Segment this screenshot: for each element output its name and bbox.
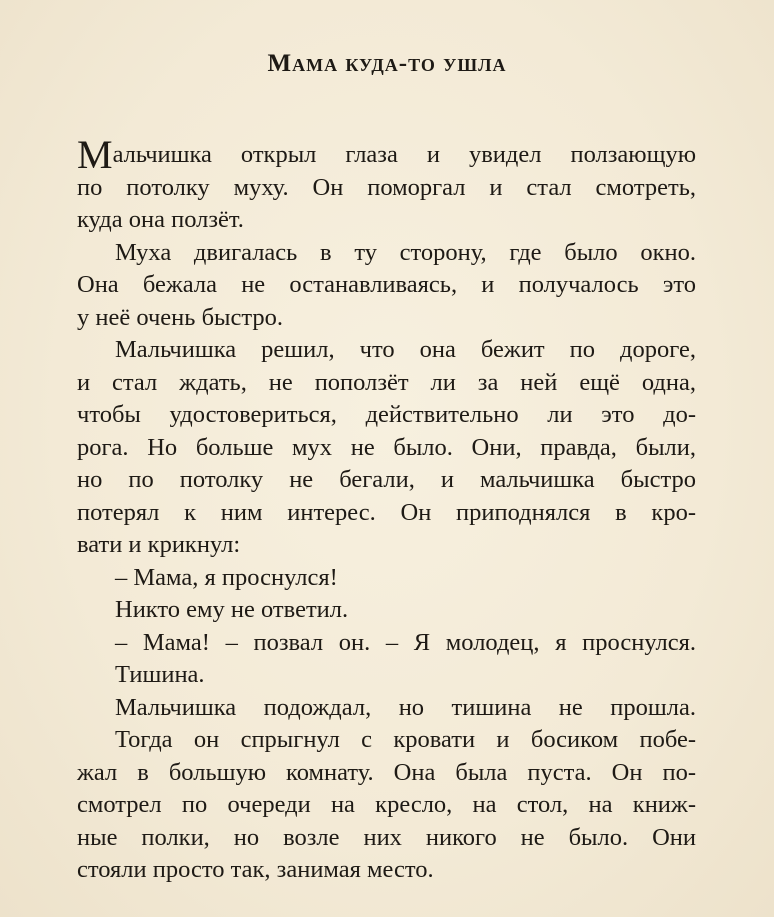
text-line: рога. Но больше мух не было. Они, правда, были, (77, 433, 696, 461)
text-line: и стал ждать, не поползёт ли за ней ещё одна, (77, 368, 696, 396)
text-line: Тогда он спрыгнул с кровати и босиком побе- (115, 726, 696, 753)
text-line: жал в большую комнату. Она была пуста. Он по- (77, 758, 696, 786)
text-line: – Мама, я проснулся! (115, 563, 338, 591)
text-line: ные полки, но возле них никого не было. Они (77, 823, 696, 851)
text-line: потерял к ним интерес. Он приподнялся в кро- (77, 498, 696, 526)
chapter-title: Мама куда-то ушла (267, 50, 507, 77)
text-line: но по потолку не бегали, и мальчишка быстро (77, 466, 696, 493)
text-line: вати и крикнул: (77, 531, 241, 558)
text-line: – Мама! – позвал он. – Я молодец, я проснулся. (115, 628, 696, 656)
text-line: Мальчишка открыл глаза и увидел ползающую (77, 132, 696, 177)
text-line: стояли просто так, занимая место. (77, 856, 434, 883)
text-line: чтобы удостовериться, действительно ли это до- (77, 401, 696, 428)
text-line: смотрел по очереди на кресло, на стол, на книж- (77, 791, 696, 818)
text-line: Тишина. (115, 661, 205, 688)
text-line: Она бежала не останавливаясь, и получалось это (77, 271, 696, 298)
text-line: Мальчишка решил, что она бежит по дороге, (115, 336, 696, 363)
body-text (77, 132, 696, 887)
text-line: Мальчишка подождал, но тишина не прошла. (115, 693, 696, 721)
text-line: куда она ползёт. (77, 206, 244, 233)
text-line: Никто ему не ответил. (115, 596, 349, 623)
text-line: Муха двигалась в ту сторону, где было окно. (115, 238, 696, 266)
drop-cap: М (77, 132, 113, 177)
text-line: по потолку муху. Он поморгал и стал смотреть, (77, 173, 696, 201)
text-line: у неё очень быстро. (77, 303, 284, 331)
